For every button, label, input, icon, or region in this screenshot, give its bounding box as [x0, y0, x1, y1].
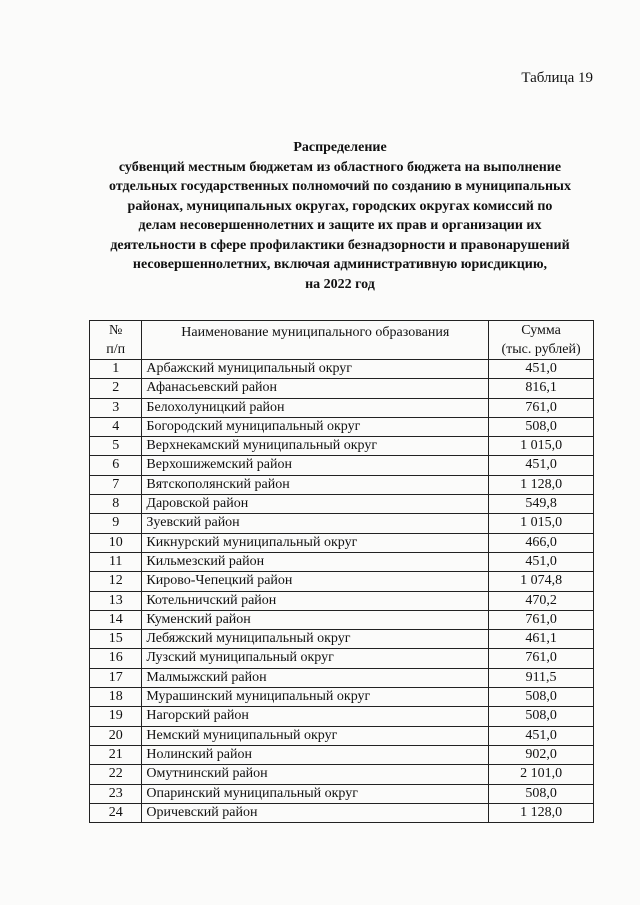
table-row: [90, 475, 594, 494]
heading-line: деятельности в сфере профилактики безнадзорности и правонарушений: [110, 237, 570, 253]
table-row: [90, 803, 594, 822]
row-number: 21: [90, 745, 142, 764]
row-sum: 508,0: [489, 707, 594, 726]
row-sum: 451,0: [489, 456, 594, 475]
row-number: 2: [90, 379, 142, 398]
table-row: [90, 591, 594, 610]
row-sum: 451,0: [489, 552, 594, 571]
header-number: [90, 321, 142, 360]
row-municipality: Белохолуницкий район: [142, 398, 489, 417]
row-sum: 470,2: [489, 591, 594, 610]
row-number: 24: [90, 803, 142, 822]
subvention-table: [89, 320, 594, 823]
table-row: [90, 456, 594, 475]
header-sum-line: Сумма: [521, 323, 561, 338]
header-sum-line: (тыс. рублей): [501, 342, 581, 357]
row-sum: 451,0: [489, 726, 594, 745]
row-number: 4: [90, 417, 142, 436]
row-number: 1: [90, 360, 142, 379]
row-sum: 461,1: [489, 630, 594, 649]
table-row: [90, 707, 594, 726]
table-row: [90, 417, 594, 436]
row-municipality: Кикнурский муниципальный округ: [142, 533, 489, 552]
table-row: [90, 514, 594, 533]
heading-line: субвенций местным бюджетам из областного бюджета на выполнение: [118, 159, 562, 175]
table-row: [90, 784, 594, 803]
table-row: [90, 765, 594, 784]
row-sum: 1 015,0: [489, 514, 594, 533]
row-number: 19: [90, 707, 142, 726]
header-name: Наименование муниципального образования: [142, 321, 489, 360]
row-municipality: Котельничский район: [142, 591, 489, 610]
row-number: 11: [90, 552, 142, 571]
row-municipality: Малмыжский район: [142, 668, 489, 687]
table-row: [90, 533, 594, 552]
header-sum: [489, 321, 594, 360]
table-row: [90, 610, 594, 629]
heading-line: отдельных государственных полномочий по созданию в муниципальных: [109, 179, 571, 194]
row-number: 6: [90, 456, 142, 475]
row-municipality: Немский муниципальный округ: [142, 726, 489, 745]
row-number: 20: [90, 726, 142, 745]
row-municipality: Нагорский район: [142, 707, 489, 726]
row-number: 3: [90, 398, 142, 417]
row-number: 15: [90, 630, 142, 649]
table-row: [90, 552, 594, 571]
row-sum: 1 074,8: [489, 572, 594, 591]
row-number: 23: [90, 784, 142, 803]
row-municipality: Вятскополянский район: [142, 475, 489, 494]
row-number: 18: [90, 688, 142, 707]
row-municipality: Куменский район: [142, 610, 489, 629]
row-sum: 902,0: [489, 745, 594, 764]
row-sum: 761,0: [489, 610, 594, 629]
heading-line: на 2022 год: [305, 276, 375, 292]
row-number: 7: [90, 475, 142, 494]
table-row: [90, 379, 594, 398]
row-municipality: Кирово-Чепецкий район: [142, 572, 489, 591]
row-municipality: Нолинский район: [142, 745, 489, 764]
table-row: [90, 360, 594, 379]
table-row: [90, 745, 594, 764]
row-number: 8: [90, 495, 142, 514]
heading-line: Распределение: [293, 140, 387, 155]
row-municipality: Опаринский муниципальный округ: [142, 784, 489, 803]
table-header-row: [90, 321, 594, 360]
row-municipality: Оричевский район: [142, 803, 489, 822]
table-row: [90, 495, 594, 514]
table-row: [90, 649, 594, 668]
row-sum: 1 128,0: [489, 475, 594, 494]
row-sum: 816,1: [489, 379, 594, 398]
row-municipality: Верхнекамский муниципальный округ: [142, 437, 489, 456]
table-row: [90, 630, 594, 649]
row-number: 5: [90, 437, 142, 456]
table-row: [90, 668, 594, 687]
row-sum: 508,0: [489, 417, 594, 436]
row-municipality: Кильмезский район: [142, 552, 489, 571]
row-number: 16: [90, 649, 142, 668]
row-municipality: Афанасьевский район: [142, 379, 489, 398]
row-sum: 451,0: [489, 360, 594, 379]
row-municipality: Омутнинский район: [142, 765, 489, 784]
table-row: [90, 572, 594, 591]
row-municipality: Богородский муниципальный округ: [142, 417, 489, 436]
row-sum: 508,0: [489, 688, 594, 707]
row-municipality: Верхошижемский район: [142, 456, 489, 475]
heading-line: делам несовершеннолетних и защите их прав и организации их: [138, 218, 542, 233]
row-number: 22: [90, 765, 142, 784]
row-sum: 508,0: [489, 784, 594, 803]
row-sum: 2 101,0: [489, 765, 594, 784]
header-number-line: №: [109, 323, 123, 338]
heading-line: районах, муниципальных округах, городских округах комиссий по: [127, 198, 553, 214]
row-number: 17: [90, 668, 142, 687]
row-municipality: Лебяжский муниципальный округ: [142, 630, 489, 649]
row-municipality: Даровской район: [142, 495, 489, 514]
header-number-line: п/п: [106, 342, 126, 357]
table-row: [90, 688, 594, 707]
row-sum: 466,0: [489, 533, 594, 552]
table-row: [90, 398, 594, 417]
row-sum: 761,0: [489, 398, 594, 417]
row-municipality: Арбажский муниципальный округ: [142, 360, 489, 379]
row-municipality: Зуевский район: [142, 514, 489, 533]
table-row: [90, 726, 594, 745]
table-number-label: Таблица 19: [521, 70, 593, 86]
row-number: 9: [90, 514, 142, 533]
row-number: 10: [90, 533, 142, 552]
document-heading: [80, 138, 600, 294]
row-sum: 761,0: [489, 649, 594, 668]
row-municipality: Лузский муниципальный округ: [142, 649, 489, 668]
row-number: 13: [90, 591, 142, 610]
heading-line: несовершеннолетних, включая административную юрисдикцию,: [132, 257, 548, 272]
row-sum: 911,5: [489, 668, 594, 687]
row-municipality: Мурашинский муниципальный округ: [142, 688, 489, 707]
row-sum: 1 015,0: [489, 437, 594, 456]
row-sum: 1 128,0: [489, 803, 594, 822]
row-number: 12: [90, 572, 142, 591]
row-number: 14: [90, 610, 142, 629]
table-row: [90, 437, 594, 456]
row-sum: 549,8: [489, 495, 594, 514]
